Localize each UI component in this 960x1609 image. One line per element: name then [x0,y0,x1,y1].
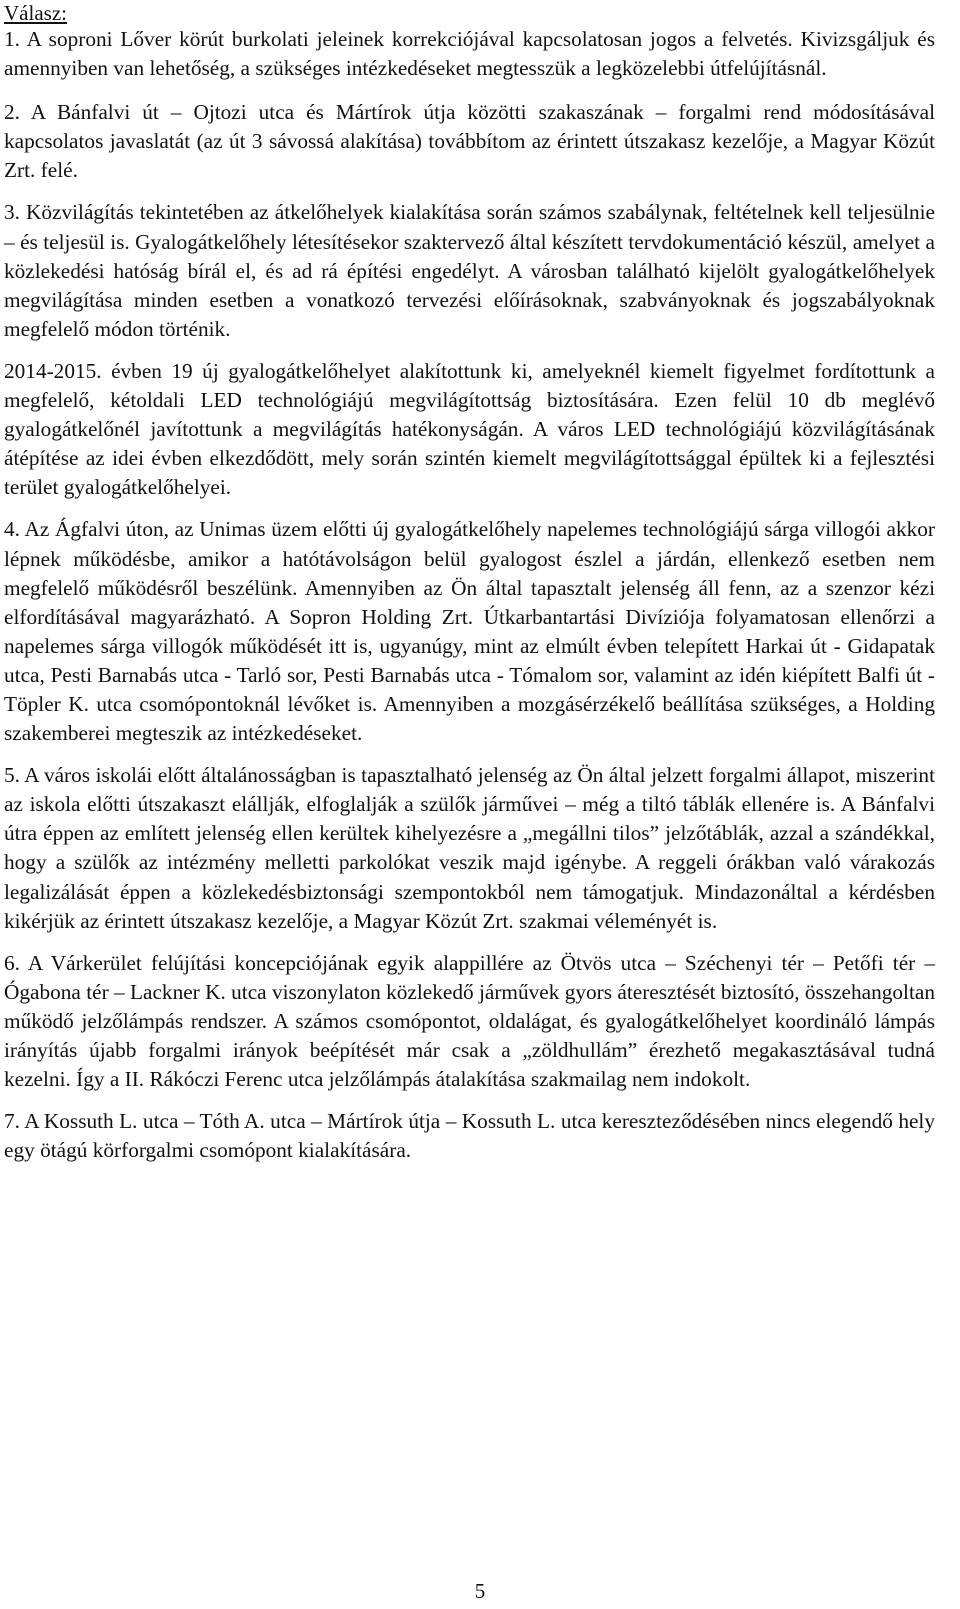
paragraph-7: 7. A Kossuth L. utca – Tóth A. utca – Mártírok útja – Kossuth L. utca kereszteződésében nincs elegendő hely egy ötágú körforgalmi csomópont kialakítására. [4,1109,935,1163]
paragraph-2: 2. A Bánfalvi út – Ojtozi utca és Mártírok útja közötti szakaszának – forgalmi rend módosításával kapcsolatos javaslatát (az út 3 sávossá alakítása) továbbítom az érintett útszakasz kezelője, a Magyar Közút Zrt. felé. [4,100,935,183]
document-page [4,0,935,1165]
paragraph-1: 1. A soproni Lőver körút burkolati jeleinek korrekciójával kapcsolatosan jogos a felvetés. Kivizsgáljuk és amennyiben van lehetőség, a szükséges intézkedéseket megtesszük a legközelebbi útfelújításnál. [4,27,935,81]
page-number: 5 [474,1579,486,1603]
paragraph-4: 4. Az Ágfalvi úton, az Unimas üzem előtti új gyalogátkelőhely napelemes technológiájú sárga villogói akkor lépnek működésbe, amikor a hatótávolságon belül gyalogost észlel a járdán, ellenkező esetben nem megfelelő működésről beszélünk. Amennyiben az Ön által tapasztalt jelenség áll fenn, az a szenzor kézi elfordításával magyarázható. A Sopron Holding Zrt. Útkarbantartási Divíziója folyamatosan ellenőrzi a napelemes sárga villogók működését itt is, ugyanúgy, mint az elmúlt évben telepített Harkai út - Gidapatak utca, Pesti Barnabás utca - Tarló sor, Pesti Barnabás utca - Tómalom sor, valamint az idén kiépített Balfi út - Töpler K. utca csomópontoknál lévőket is. Amennyiben a mozgásérzékelő beállítása szükséges, a Holding szakemberei megteszik az intézkedéseket. [4,517,935,746]
paragraph-5: 5. A város iskolái előtt általánosságban is tapasztalható jelenség az Ön által jelzett forgalmi állapot, miszerint az iskola előtti útszakaszt elállják, elfoglalják a szülők járművei – még a tiltó táblák ellenére is. A Bánfalvi útra éppen az említett jelenség ellen kerültek kihelyezésre a „megállni tilos” jelzőtáblák, azzal a szándékkal, hogy a szülők az intézmény melletti parkolókat veszik majd igénybe. A reggeli órákban való várakozás legalizálását éppen a közlekedésbiztonsági szempontokból nem támogatjuk. Mindazonáltal a kérdésben kikérjük az érintett útszakasz kezelője, a Magyar Közút Zrt. szakmai véleményét is. [4,763,935,933]
answer-heading: Válasz: [4,1,67,25]
paragraph-6: 6. A Várkerület felújítási koncepciójának egyik alappillére az Ötvös utca – Széchenyi tér – Petőfi tér – Ógabona tér – Lackner K. utca viszonylaton közlekedő járművek gyors áteresztését biztosító, összehangoltan működő jelzőlámpás rendszer. A számos csomópontot, oldalágat, és gyalogátkelőhelyet koordináló lámpás irányítás újabb forgalmi irányok beépítését már csak a „zöldhullám” érezhető megakasztásával tudná kezelni. Így a II. Rákóczi Ferenc utca jelzőlámpás átalakítása szakmailag nem indokolt. [4,950,935,1092]
paragraph-3: 3. Közvilágítás tekintetében az átkelőhelyek kialakítása során számos szabálynak, feltételnek kell teljesülnie – és teljesül is. Gyalogátkelőhely létesítésekor szaktervező által készített tervdokumentáció készül, amelyet a közlekedési hatóság bírál el, és ad rá építési engedélyt. A városban található kijelölt gyalogátkelőhelyek megvilágítása minden esetben a vonatkozó tervezési előírásoknak, szabványoknak és jogszabályoknak megfelelő módon történik. [4,200,935,341]
paragraph-3-continued: 2014-2015. évben 19 új gyalogátkelőhelyet alakítottunk ki, amelyeknél kiemelt figyelmet fordítottunk a megfelelő, kétoldali LED technológiájú megvilágítottság biztosítására. Ezen felül 10 db meglévő gyalogátkelőnél javítottunk a megvilágítás hatékonyságán. A város LED technológiájú közvilágításának átépítése az idei évben elkezdődött, mely során szintén kiemelt megvilágítottsággal épültek ki a fejlesztési terület gyalogátkelőhelyei. [4,358,935,500]
